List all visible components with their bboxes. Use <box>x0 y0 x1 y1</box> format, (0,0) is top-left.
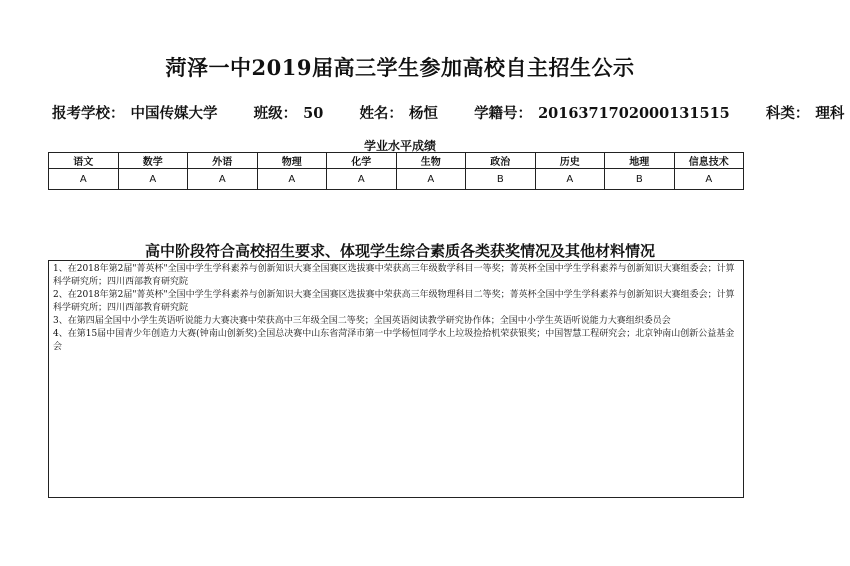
class-value: 50 <box>303 105 324 122</box>
grade-cell: A <box>327 169 397 190</box>
award-item: 1、在2018年第2届"菁英杯"全国中学生学科素养与创新知识大赛全国赛区选拔赛中荣获高三年级数学科目一等奖；菁英杯全国中学生学科素养与创新知识大赛组委会；计算科学研究所；四川西部教育研究院 <box>53 264 735 287</box>
name-label: 姓名： <box>359 105 403 122</box>
grade-cell: B <box>466 169 536 190</box>
school-value: 中国传媒大学 <box>130 105 218 122</box>
award-item: 3、在第四届全国中小学生英语听说能力大赛决赛中荣获高中三年级全国二等奖；全国英语阅读教学研究协作体；全国中小学生英语听说能力大赛组织委员会 <box>53 316 671 326</box>
name-value: 杨恒 <box>408 105 438 122</box>
subject-header: 地理 <box>605 153 675 169</box>
grades-row <box>49 169 744 190</box>
scores-table <box>48 152 744 190</box>
award-item: 2、在2018年第2届"菁英杯"全国中学生学科素养与创新知识大赛全国赛区选拔赛中荣获高三年级物理科目二等奖；菁英杯全国中学生学科素养与创新知识大赛组委会；计算科学研究所；四川西部教育研究院 <box>53 290 735 313</box>
student-id-value: 2016371702000131515 <box>538 105 730 122</box>
subject-header: 历史 <box>535 153 605 169</box>
subject-header: 语文 <box>49 153 119 169</box>
subjects-row <box>49 153 744 169</box>
track-value: 理科 <box>815 105 845 122</box>
subject-header: 外语 <box>188 153 258 169</box>
student-id-label: 学籍号： <box>474 105 533 122</box>
subject-header: 政治 <box>466 153 536 169</box>
school-label: 报考学校： <box>52 105 125 122</box>
scores-title: 学业水平成绩 <box>363 139 436 153</box>
awards-title: 高中阶段符合高校招生要求、体现学生综合素质各类获奖情况及其他材料情况 <box>144 242 655 260</box>
subject-header: 物理 <box>257 153 327 169</box>
award-item: 4、在第15届中国青少年创造力大赛(钟南山创新奖)全国总决赛中山东省菏泽市第一中学杨恒同学水上垃圾捡拾机荣获银奖；中国智慧工程研究会；北京钟南山创新公益基金会 <box>53 329 735 352</box>
subject-header: 信息技术 <box>674 153 744 169</box>
subject-header: 生物 <box>396 153 466 169</box>
student-info <box>52 102 845 123</box>
grade-cell: B <box>605 169 675 190</box>
page-title: 菏泽一中2019届高三学生参加高校自主招生公示 <box>165 55 635 80</box>
grade-cell: A <box>49 169 119 190</box>
grade-cell: A <box>535 169 605 190</box>
grade-cell: A <box>188 169 258 190</box>
subject-header: 化学 <box>327 153 397 169</box>
subject-header: 数学 <box>118 153 188 169</box>
grade-cell: A <box>674 169 744 190</box>
awards-box <box>48 260 744 498</box>
track-label: 科类： <box>765 105 810 122</box>
class-label: 班级： <box>253 105 298 122</box>
grade-cell: A <box>257 169 327 190</box>
grade-cell: A <box>396 169 466 190</box>
grade-cell: A <box>118 169 188 190</box>
